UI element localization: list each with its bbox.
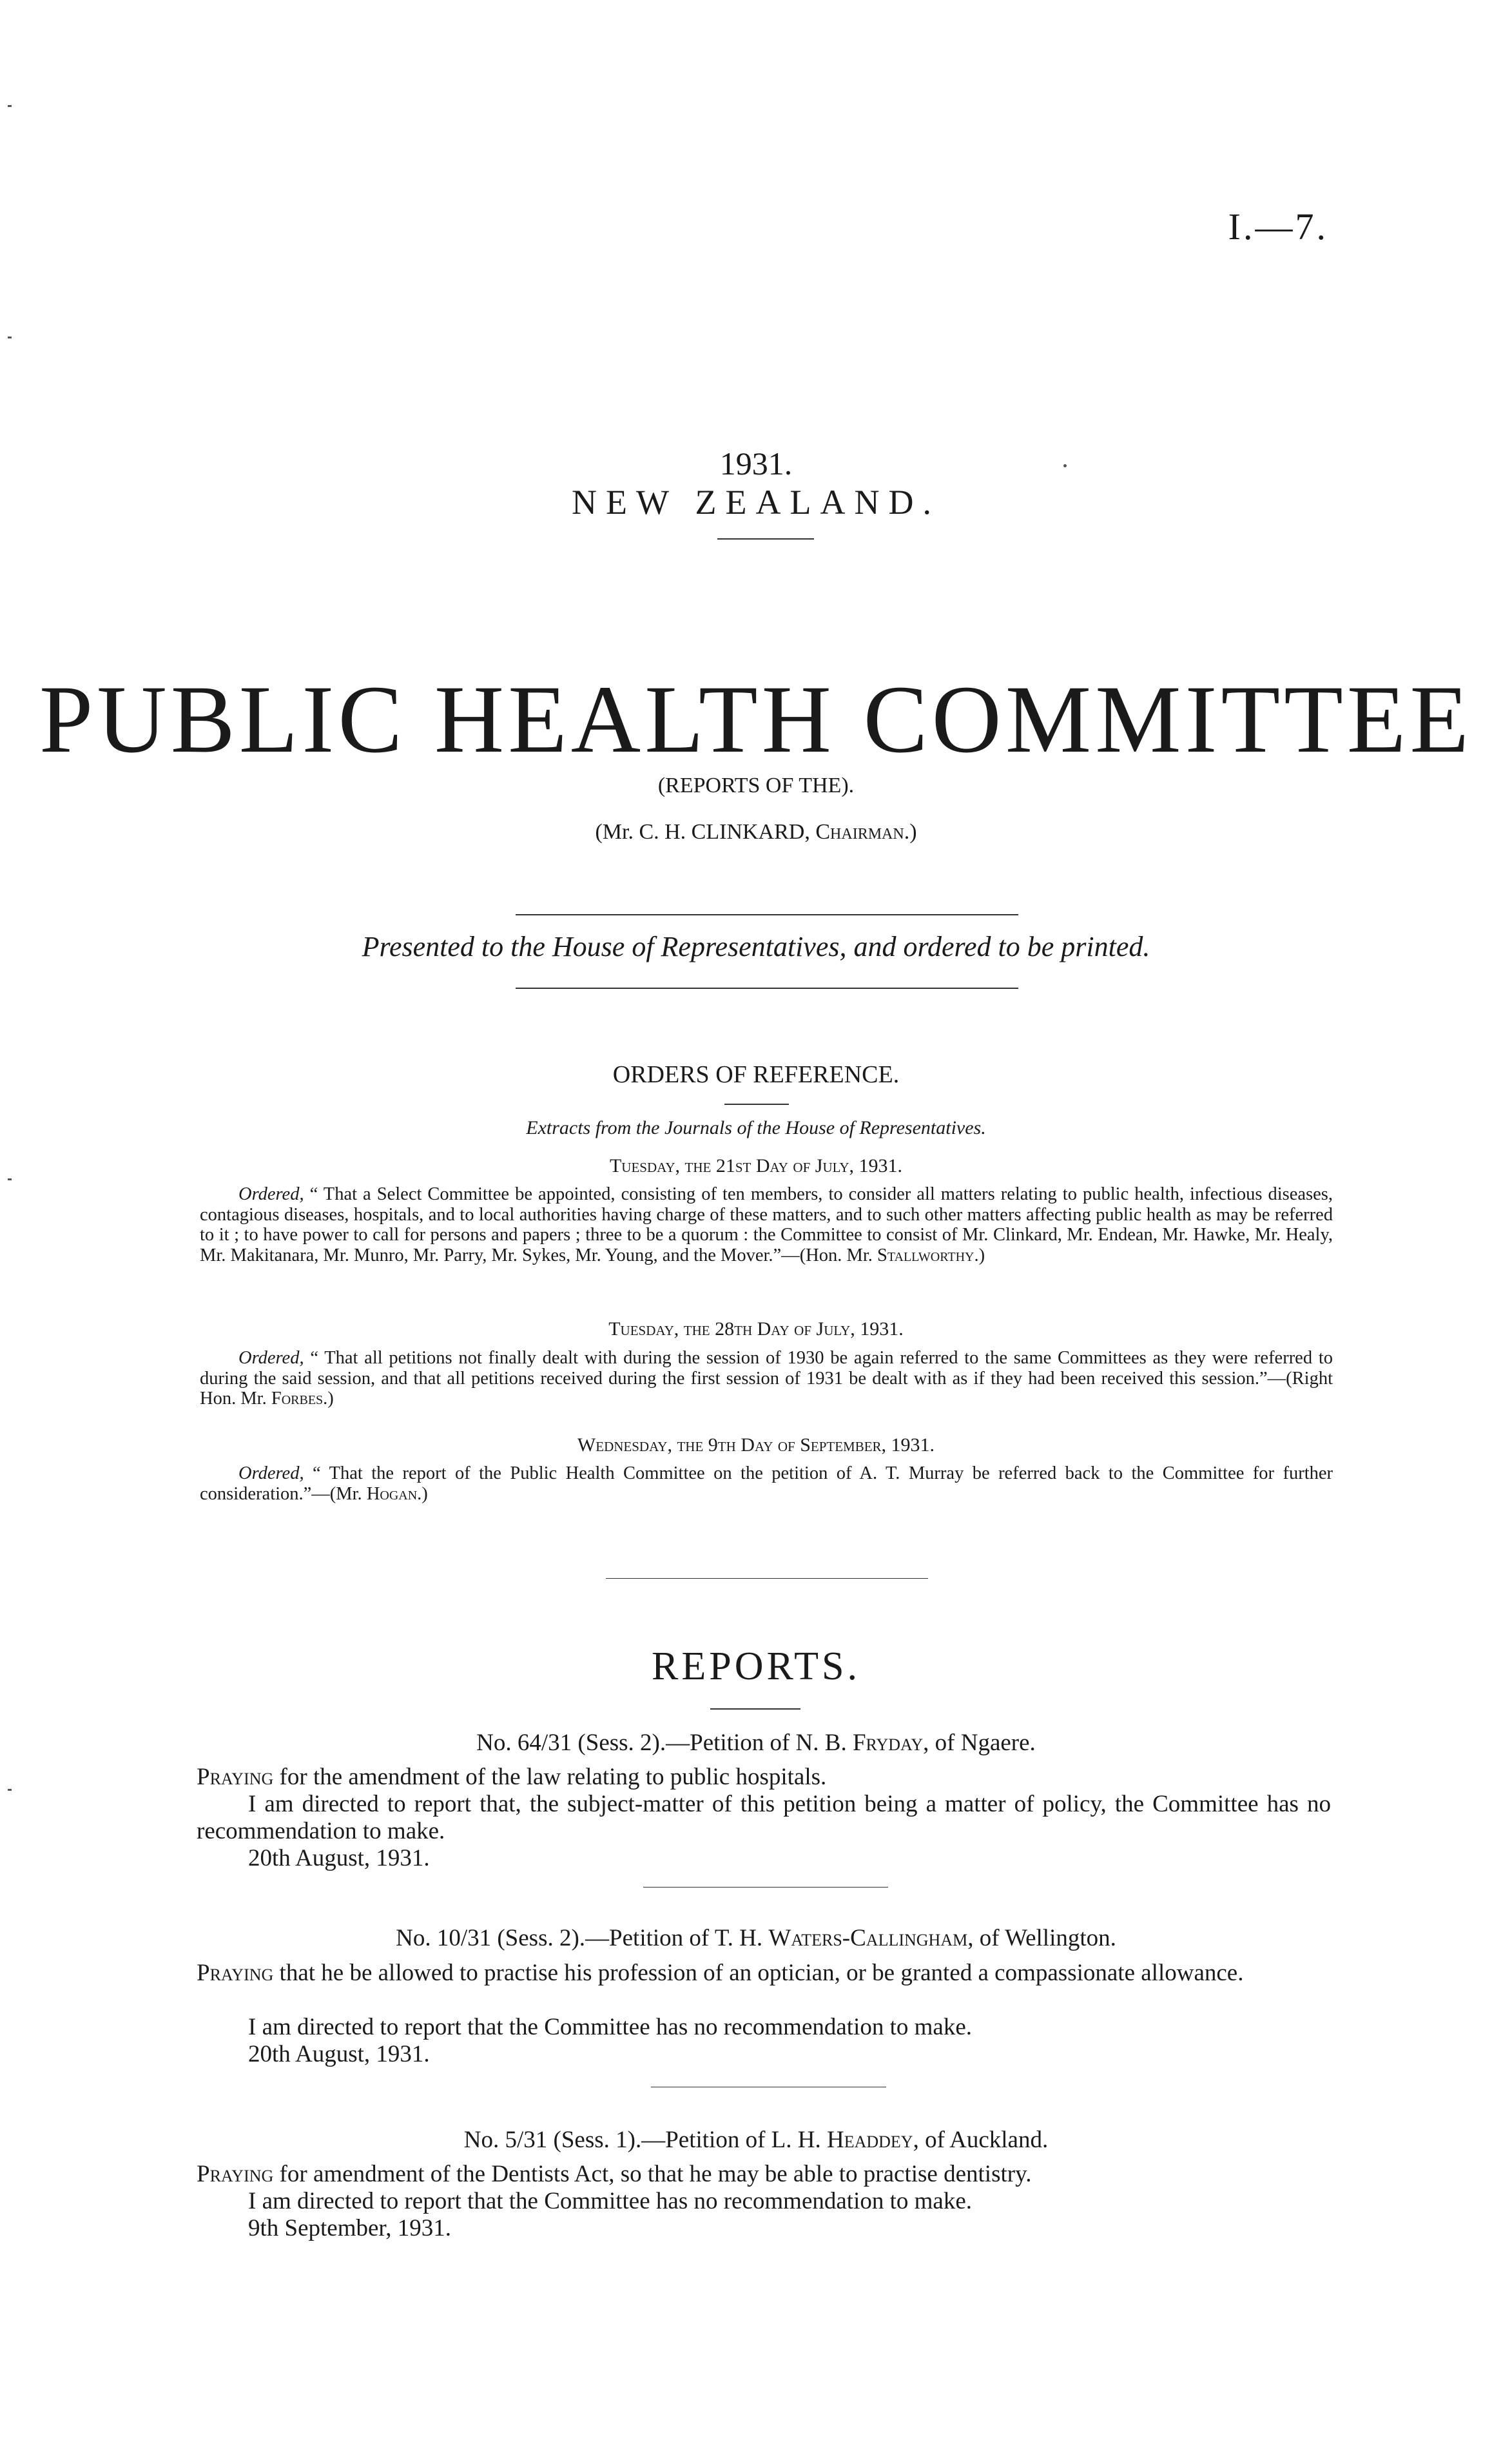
- order-date: Tuesday, the 21st Day of July, 1931.: [609, 1155, 903, 1176]
- margin-mark: [8, 1178, 12, 1180]
- order-mover: Stallworthy: [877, 1245, 974, 1265]
- order-end: .): [974, 1245, 985, 1265]
- petitioner-place: , of Ngaere.: [923, 1730, 1036, 1756]
- petitioner-place: , of Auckland.: [913, 2127, 1049, 2153]
- presented-notice: Presented to the House of Representatives, and ordered to be printed.: [362, 931, 1150, 962]
- ordered-label: Ordered,: [238, 1348, 304, 1368]
- report-heading: [0, 1729, 1512, 1757]
- petitioner-name: Headdey: [826, 2127, 913, 2153]
- praying-text: for amendment of the Dentists Act, so that he may be able to practise dentistry.: [273, 2161, 1032, 2187]
- margin-mark: [8, 105, 12, 107]
- margin-mark: [8, 337, 12, 338]
- order-paragraph: [200, 1463, 1333, 1504]
- praying-label: Praying: [197, 2161, 274, 2187]
- page-title: PUBLIC HEALTH COMMITTEE: [39, 666, 1473, 773]
- petitioner-name: Fryday: [852, 1730, 924, 1756]
- divider: [710, 1708, 800, 1710]
- order-end: .): [323, 1389, 334, 1409]
- country: NEW ZEALAND.: [572, 483, 940, 522]
- ordered-label: Ordered,: [238, 1463, 304, 1483]
- orders-heading: ORDERS OF REFERENCE.: [612, 1061, 900, 1088]
- document-reference: I.—7.: [1228, 206, 1328, 248]
- praying-paragraph: [197, 2161, 1331, 2188]
- divider: [606, 1578, 928, 1579]
- praying-text: for the amendment of the law relating to public hospitals.: [273, 1764, 827, 1790]
- order-end: .): [417, 1483, 428, 1504]
- petitioner-place: , of Wellington.: [967, 1925, 1116, 1951]
- report-text: I am directed to report that the Committee has no recommendation to make.: [248, 2188, 973, 2214]
- report-number: No. 10/31 (Sess. 2).—Petition of T. H.: [396, 1925, 769, 1951]
- chairman-name: (Mr. C. H. CLINKARD,: [595, 820, 816, 844]
- order-date: Wednesday, the 9th Day of September, 1931.: [577, 1434, 935, 1456]
- report-heading: [0, 2126, 1512, 2154]
- report-text: I am directed to report that the Committee has no recommendation to make.: [248, 2014, 973, 2040]
- order-mover: Forbes: [271, 1389, 324, 1409]
- order-text: “ That a Select Committee be appointed, consisting of ten members, to consider all matters relating to public health, infectious diseases, contagious diseases, hospitals, and to local authorities having charge of these matters, and to such other matters affecting public health as may be referred to it ; to have power to call for persons and papers ; three to be a quorum : the Committee to consist of Mr. Clinkard, Mr. Endean, Mr. Hawke, Mr. Healy, Mr. Makitanara, Mr. Munro, Mr. Parry, Mr. Sykes, Mr. Young, and the Mover.”—(Hon. Mr.: [200, 1184, 1333, 1265]
- order-text: “ That all petitions not finally dealt with during the session of 1930 be again referred to the same Committees as they were referred to during the said session, and that all petitions received during the first session of 1931 be dealt with as if they had been received this session.”—(Right Hon. Mr.: [200, 1348, 1333, 1409]
- chairman-role: Chairman: [815, 820, 904, 844]
- praying-text: that he be allowed to practise his profession of an optician, or be granted a compassionate allowance.: [273, 1960, 1244, 1986]
- report-text: I am directed to report that, the subject-matter of this petition being a matter of policy, the Committee has no recommendation to make.: [197, 1791, 1331, 1844]
- praying-paragraph: [197, 1960, 1331, 1987]
- orders-extracts: Extracts from the Journals of the House of Representatives.: [526, 1117, 986, 1138]
- petitioner-name: Waters-Callingham: [768, 1925, 968, 1951]
- divider: [643, 1887, 888, 1888]
- report-date: 9th September, 1931.: [248, 2215, 452, 2241]
- order-text: “ That the report of the Public Health Committee on the petition of A. T. Murray be referred back to the Committee for further consideration.”—(Mr.: [200, 1463, 1333, 1504]
- report-number: No. 5/31 (Sess. 1).—Petition of L. H.: [463, 2127, 827, 2153]
- margin-mark: [8, 1789, 12, 1791]
- reports-heading: REPORTS.: [652, 1644, 860, 1688]
- divider: [516, 914, 1018, 915]
- praying-paragraph: [197, 1764, 1331, 1791]
- ordered-label: Ordered,: [238, 1184, 304, 1204]
- divider: [516, 988, 1018, 989]
- report-paragraph: [197, 1791, 1331, 1845]
- chairman-end: .): [904, 820, 917, 844]
- order-date: Tuesday, the 28th Day of July, 1931.: [608, 1318, 904, 1340]
- report-number: No. 64/31 (Sess. 2).—Petition of N. B.: [476, 1730, 853, 1756]
- subtitle: (REPORTS OF THE).: [657, 774, 855, 797]
- praying-label: Praying: [197, 1960, 274, 1986]
- year: 1931.: [719, 445, 793, 482]
- divider: [717, 538, 814, 540]
- chairman-line: [0, 820, 1512, 844]
- praying-label: Praying: [197, 1764, 274, 1790]
- order-paragraph: [200, 1184, 1333, 1265]
- order-mover: Hogan: [366, 1483, 418, 1504]
- divider: [724, 1104, 789, 1105]
- report-heading: [0, 1924, 1512, 1952]
- order-paragraph: [200, 1348, 1333, 1409]
- report-date: 20th August, 1931.: [248, 1845, 430, 1871]
- report-date: 20th August, 1931.: [248, 2041, 430, 2067]
